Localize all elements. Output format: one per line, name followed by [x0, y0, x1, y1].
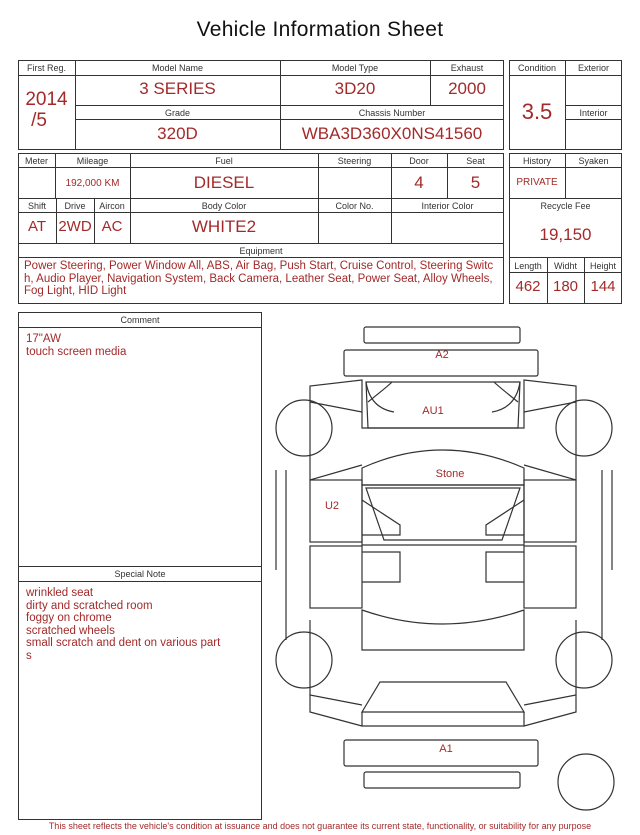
- front-bumper-top: [364, 327, 520, 343]
- special-note-line: dirty and scratched room: [26, 599, 153, 612]
- mileage-label: Mileage: [76, 156, 109, 166]
- grade-label: Grade: [164, 108, 190, 118]
- fuel-label: Fuel: [215, 156, 233, 166]
- height-label: Height: [589, 261, 616, 271]
- left-front-fender: [310, 380, 362, 412]
- seat-label: Seat: [466, 156, 485, 166]
- door-value: 4: [414, 173, 424, 192]
- length-value: 462: [515, 278, 541, 295]
- door-label: Door: [409, 156, 429, 166]
- width-value: 180: [552, 278, 579, 295]
- disclaimer-footer: This sheet reflects the vehicle's condition at issuance and does not guarantee its current state, functionality, or suitability for any purpose: [48, 821, 592, 831]
- special-note-line: foggy on chrome: [26, 612, 112, 624]
- drive-value: 2WD: [58, 218, 92, 235]
- damage-mark-au1: AU1: [422, 405, 444, 417]
- exhaust-label: Exhaust: [450, 63, 484, 73]
- special-note-line: small scratch and dent on various part: [26, 637, 221, 649]
- sheet-title: Vehicle Information Sheet: [196, 18, 444, 41]
- first-reg-year-value: 2014: [25, 89, 68, 110]
- spare-tire: [558, 754, 614, 810]
- interior-label: Interior: [579, 108, 608, 118]
- first-reg-month-value: /5: [31, 110, 47, 131]
- model-name-label: Model Name: [151, 63, 204, 73]
- rear-right-wheel: [556, 632, 612, 688]
- history-label: History: [522, 156, 551, 166]
- shift-value: AT: [27, 218, 47, 235]
- grade-value: 320D: [157, 124, 198, 143]
- model-type-label: Model Type: [331, 63, 379, 73]
- damage-mark-a2: A2: [435, 349, 449, 361]
- meter-label: Meter: [24, 156, 48, 166]
- mileage-value: 192,000 KM: [65, 178, 120, 189]
- body-color-value: WHITE2: [191, 217, 257, 236]
- comment-line: touch screen media: [26, 345, 127, 358]
- width-label: Widht: [553, 261, 577, 271]
- special-note-text: [26, 587, 220, 662]
- left-rear-door: [310, 546, 362, 608]
- special-note-line: scratched wheels: [26, 624, 115, 637]
- model-type-value: 3D20: [334, 79, 376, 98]
- height-value: 144: [590, 278, 616, 295]
- comment-label: Comment: [120, 315, 160, 325]
- length-label: Length: [514, 261, 542, 271]
- rear-bumper-bottom: [364, 772, 520, 788]
- rear-window: [362, 610, 524, 650]
- recycle-fee-label: Recycle Fee: [540, 201, 591, 211]
- condition-label: Condition: [517, 63, 557, 73]
- steering-label: Steering: [337, 156, 372, 166]
- first-reg-label: First Reg.: [26, 63, 66, 73]
- body-color-label: Body Color: [201, 201, 247, 211]
- syaken-label: Syaken: [578, 156, 609, 166]
- special-note-label: Special Note: [114, 569, 166, 579]
- special-note-line: s: [26, 649, 32, 662]
- shift-label: Shift: [27, 201, 46, 211]
- car-damage-diagram: [270, 320, 630, 830]
- exhaust-value: 2000: [448, 79, 486, 98]
- comment-text: [26, 333, 126, 358]
- comment-line: 17"AW: [26, 333, 61, 345]
- seat-value: 5: [470, 173, 481, 192]
- condition-value: 3.5: [521, 99, 553, 124]
- right-front-fender: [524, 380, 576, 412]
- drive-label: Drive: [64, 201, 86, 211]
- aircon-label: Aircon: [99, 201, 125, 211]
- fuel-value: DIESEL: [193, 173, 255, 192]
- color-no-label: Color No.: [335, 201, 374, 211]
- aircon-value: AC: [101, 218, 123, 235]
- damage-mark-stone: Stone: [435, 468, 465, 480]
- front-right-wheel: [556, 400, 612, 456]
- right-front-door: [524, 480, 576, 542]
- front-left-wheel: [276, 400, 332, 456]
- interior-color-label: Interior Color: [421, 201, 474, 211]
- chassis-number-label: Chassis Number: [358, 108, 426, 118]
- damage-mark-a1: A1: [439, 743, 453, 755]
- special-note-line: wrinkled seat: [26, 587, 94, 599]
- history-value: PRIVATE: [516, 177, 558, 188]
- roof: [362, 485, 524, 545]
- trunk: [362, 682, 524, 712]
- rear-left-wheel: [276, 632, 332, 688]
- model-name-value: 3 SERIES: [139, 79, 216, 98]
- damage-mark-u2: U2: [324, 500, 340, 512]
- exterior-label: Exterior: [577, 63, 609, 73]
- chassis-number-value: WBA3D360X0NS41560: [301, 124, 483, 143]
- equipment-value: Power Steering, Power Window All, ABS, Air Bag, Push Start, Cruise Control, Steering Switch, Audio Player, Navigation System, Back Camera, Leather Seat, Power Seat, Alloy Wheels, Fog Light, HID Light: [24, 260, 494, 297]
- recycle-fee-value: 19,150: [539, 225, 592, 244]
- right-rear-door: [524, 546, 576, 608]
- equipment-label: Equipment: [239, 246, 283, 256]
